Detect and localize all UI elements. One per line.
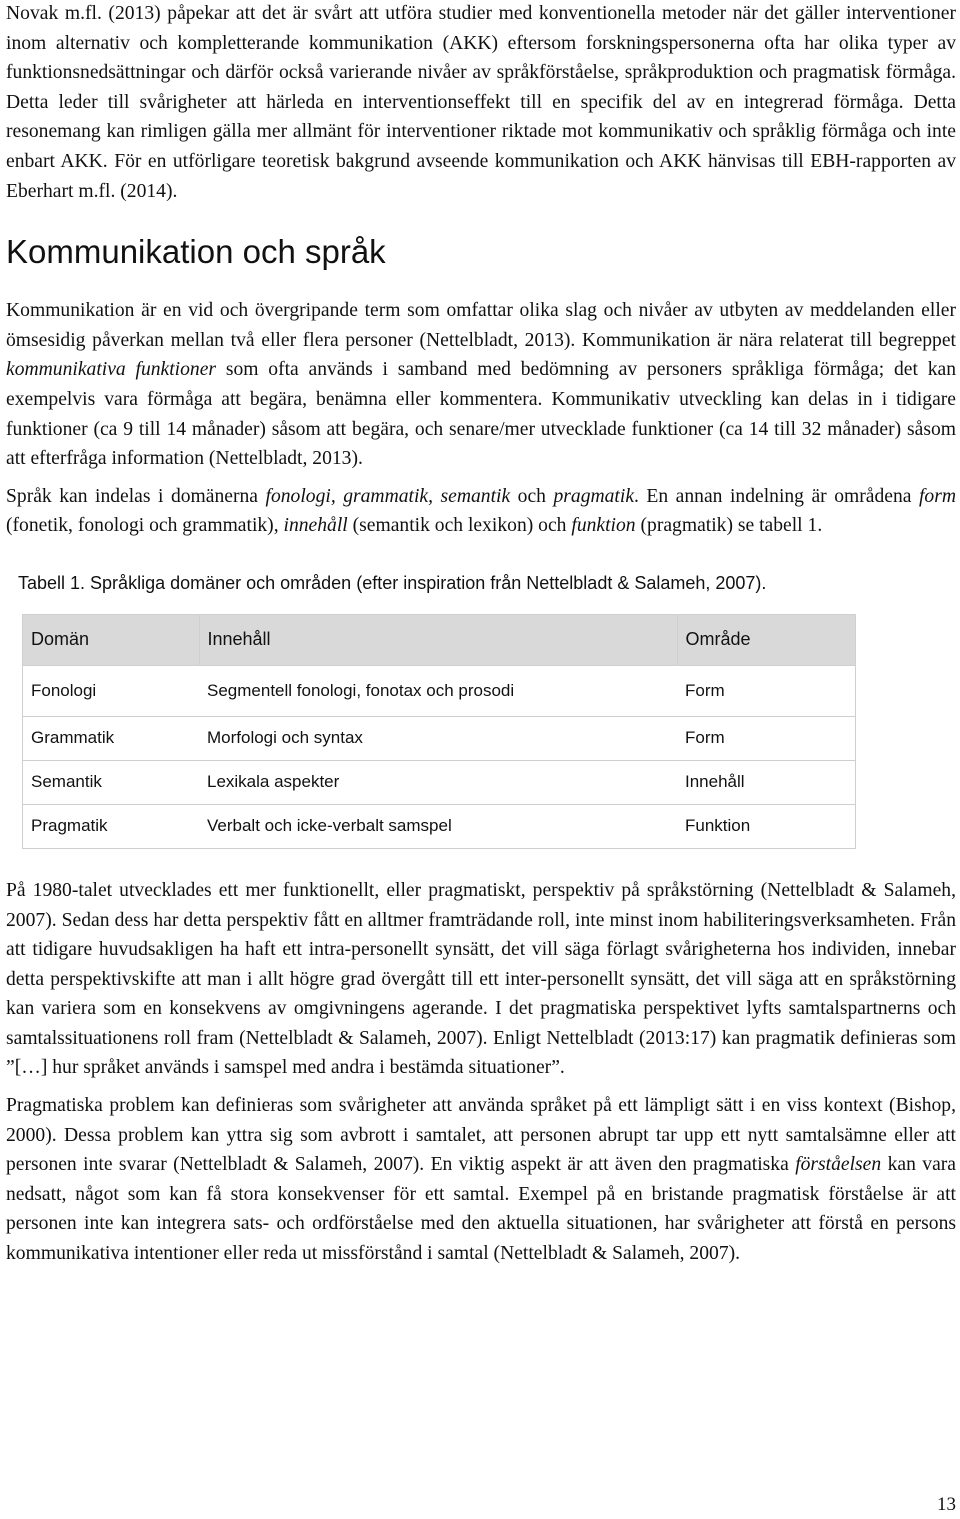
table-cell-area: Form — [677, 716, 856, 760]
table-cell-domain: Fonologi — [23, 665, 200, 716]
paragraph-akk-research: Novak m.fl. (2013) påpekar att det är svårt att utföra studier med konventionella metoder när det gäller interventioner inom alternativ och kompletterande kommunikation (AKK) eftersom forskningspersonerna ofta har olika typer av funktionsnedsättningar och därför också varierande nivåer av språkförståelse, språkproduktion och pragmatisk förmåga. Detta leder till svårigheter att härleda en interventionseffekt till en specifik del av en integrerad förmåga. Detta resonemang kan rimligen gälla mer allmänt för interventioner riktade mot kommunikativ och språklig förmåga och inte enbart AKK. För en utförligare teoretisk bakgrund avseende kommunikation och AKK hänvisas till EBH-rapporten av Eberhart m.fl. (2014). — [6, 3, 956, 202]
section-heading: Kommunikation och språk — [6, 233, 386, 271]
table-header-cell: Domän — [23, 614, 200, 665]
table-header-cell: Innehåll — [199, 614, 677, 665]
italic-term: förståelsen — [795, 1154, 882, 1176]
paragraph-pragmatic-problems — [6, 1091, 956, 1269]
table-cell-content: Verbalt och icke-verbalt samspel — [199, 804, 677, 848]
italic-term: innehåll — [283, 515, 348, 537]
page-number: 13 — [937, 1494, 956, 1515]
text-run: Pragmatiska problem kan definieras som svårigheter att använda språket på ett lämpligt sätt i en viss kontext (Bishop, 2000). Dessa problem kan yttra sig som avbrott i samtalet, att personen abrupt tar upp ett nytt samtalsämne eller att personen inte svarar (Nettelbladt & Salameh, 2007). En viktig aspekt är att även den pragmatiska — [6, 1095, 956, 1176]
italic-term: form — [918, 485, 956, 507]
italic-term: fonologi, grammatik, semantik — [265, 485, 511, 507]
paragraph-communication-definition — [6, 296, 956, 474]
italic-term: funktion — [571, 515, 636, 537]
table-row — [23, 716, 856, 760]
table-header-row — [23, 614, 856, 665]
table-cell-area: Form — [677, 665, 856, 716]
table-cell-content: Segmentell fonologi, fonotax och prosodi — [199, 665, 677, 716]
italic-term: pragmatik — [553, 485, 635, 507]
text-run: som ofta används i samband med bedömning av personers språkliga förmåga; det kan exempelvis vara förmåga att begära, benämna eller kommentera. Kommunikativ utveckling kan delas in i tidigare funktioner (ca 9 till 14 månader) såsom att begära, och senare/mer utvecklade funktioner (ca 14 till 32 månader) såsom att efterfråga information (Nettelbladt, 2013). — [6, 359, 956, 470]
table-cell-domain: Grammatik — [23, 716, 200, 760]
table-header-cell: Område — [677, 614, 856, 665]
text-run: (semantik och lexikon) och — [347, 515, 572, 537]
text-run: (pragmatik) se tabell 1. — [635, 515, 823, 537]
table-cell-area: Innehåll — [677, 760, 856, 804]
text-run: Kommunikation är en vid och övergripande term som omfattar olika slag och nivåer av utbyten av meddelanden eller ömsesidig påverkan mellan två eller flera personer (Nettelbladt, 2013). Kommunikation är nära relaterat till begreppet — [6, 300, 956, 351]
table-cell-content: Morfologi och syntax — [199, 716, 677, 760]
text-run: Språk kan indelas i domänerna — [6, 485, 266, 507]
text-run: och — [510, 485, 554, 507]
table-cell-domain: Pragmatik — [23, 804, 200, 848]
text-run: . En annan indelning är områdena — [634, 485, 919, 507]
document-page — [6, 0, 956, 1269]
text-run: (fonetik, fonologi och grammatik), — [6, 515, 284, 537]
table-row — [23, 760, 856, 804]
table-cell-domain: Semantik — [23, 760, 200, 804]
italic-term: kommunikativa funktioner — [6, 359, 217, 381]
paragraph-pragmatic-perspective: På 1980-talet utvecklades ett mer funktionellt, eller pragmatiskt, perspektiv på språkstörning (Nettelbladt & Salameh, 2007). Sedan dess har detta perspektiv fått en alltmer framträdande roll, inte minst inom habiliteringsverksamheten. Från att tidigare huvudsakligen ha haft ett intra-personellt synsätt, det vill säga förlagt svårigheterna hos individen, innebar detta perspektivskifte att man i allt högre grad övergått till ett inter-personellt synsätt, det vill säga att en språkstörning kan variera som en konsekvens av omgivningens agerande. I det pragmatiska perspektivet lyfts samtalspartnerns och samtalssituationens roll fram (Nettelbladt & Salameh, 2007). Enligt Nettelbladt (2013:17) kan pragmatik definieras som ”[…] hur språket används i samspel med andra i bestämda situationer”. — [6, 879, 956, 1079]
table-cell-area: Funktion — [677, 804, 856, 848]
table-cell-content: Lexikala aspekter — [199, 760, 677, 804]
paragraph-language-domains — [6, 482, 956, 541]
text-run: kan vara nedsatt, något som kan få stora konsekvenser för ett samtal. Exempel på en bristande pragmatisk förståelse är att personen inte kan integrera sats- och ordförståelse med den aktuella situationen, har svårigheter att förstå en persons kommunikativa intentioner eller reda ut missförstånd i samtal (Nettelbladt & Salameh, 2007). — [6, 1154, 956, 1265]
table-row — [23, 804, 856, 848]
language-domains-table — [22, 614, 856, 849]
table-row — [23, 665, 856, 716]
table-caption: Tabell 1. Språkliga domäner och områden (efter inspiration från Nettelbladt & Salameh, 2007). — [18, 572, 767, 593]
